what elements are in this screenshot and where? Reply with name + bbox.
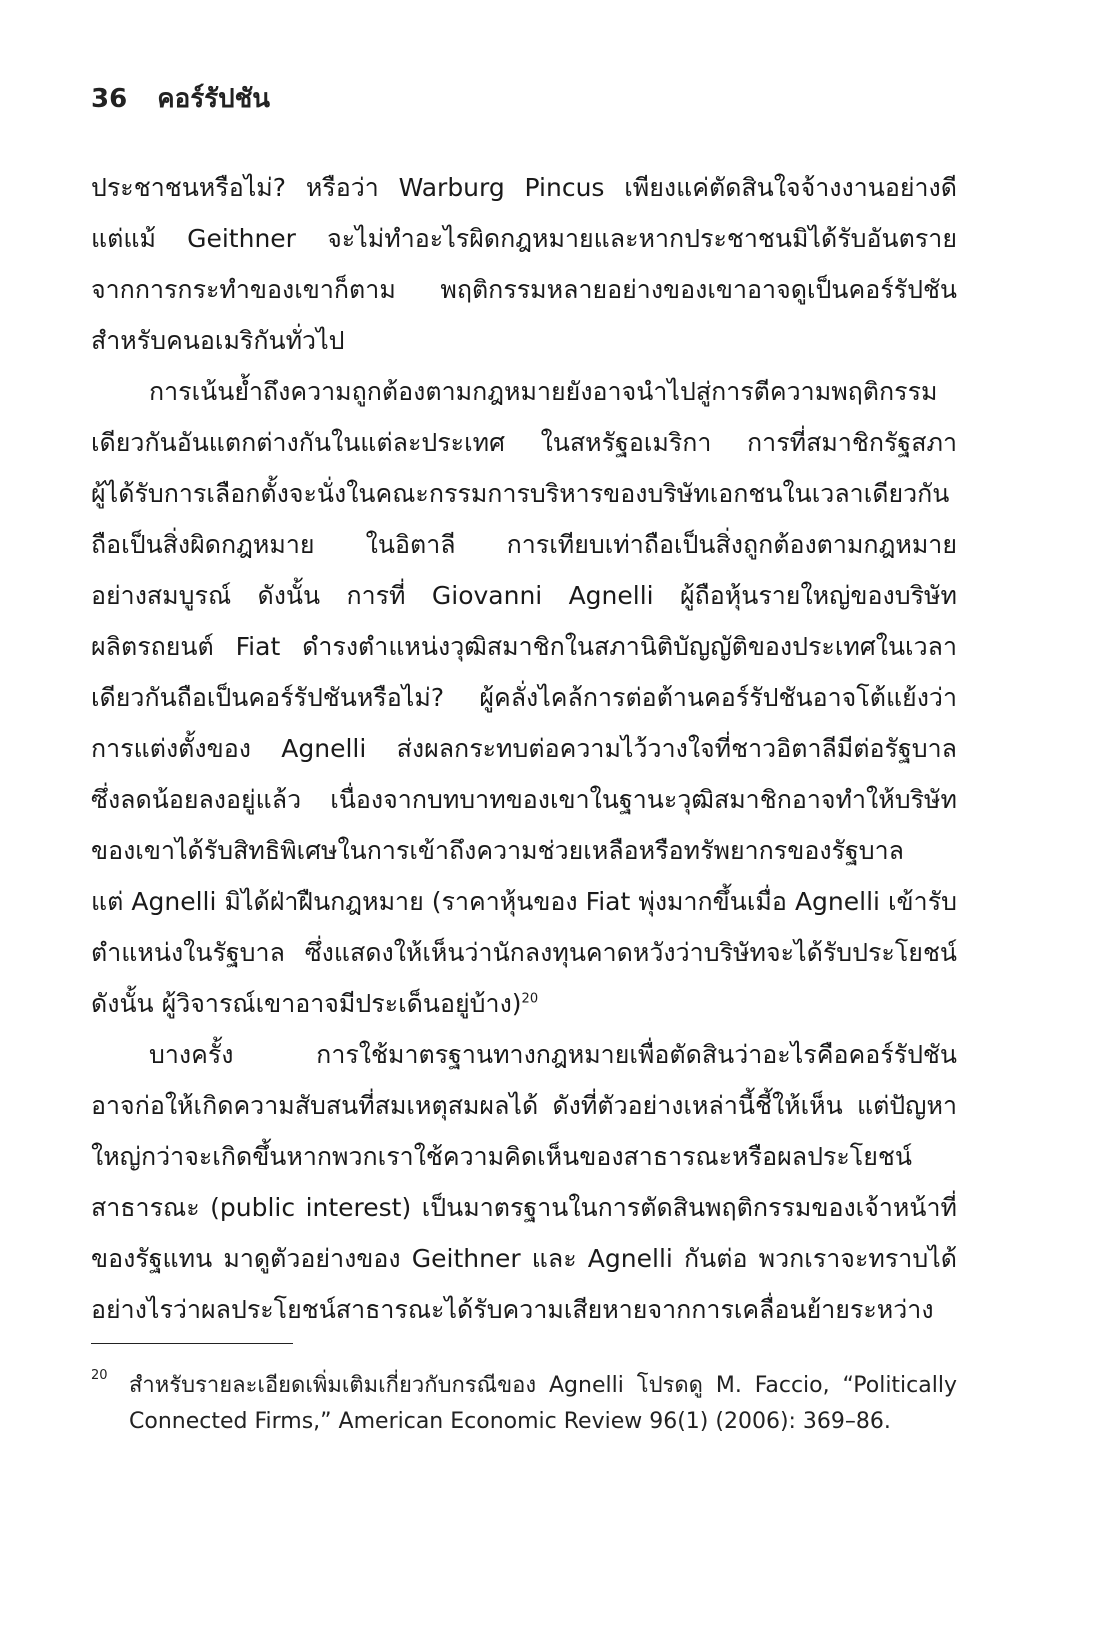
footnote-reference[interactable]: 20 <box>521 991 539 1007</box>
footnote <box>91 1368 957 1440</box>
footnote-divider <box>91 1343 293 1344</box>
text-line: สำหรับคนอเมริกันทั่วไป <box>91 326 345 355</box>
footnote-line: Connected Firms,” American Economic Review 96(1) (2006): 369–86. <box>129 1409 891 1434</box>
running-title: คอร์รัปชัน <box>157 84 271 114</box>
text-line: ประชาชนหรือไม่? หรือว่า Warburg Pincus เพียงแค่ตัดสินใจจ้างงานอย่างดี <box>91 173 957 202</box>
text-line: ผู้ได้รับการเลือกตั้งจะนั่งในคณะกรรมการบริหารของบริษัทเอกชนในเวลาเดียวกัน <box>91 479 950 508</box>
text-line: เดียวกันถือเป็นคอร์รัปชันหรือไม่? ผู้คลั่งไคล้การต่อต้านคอร์รัปชันอาจโต้แย้งว่า <box>91 683 957 712</box>
text-line: ซึ่งลดน้อยลงอยู่แล้ว เนื่องจากบทบาทของเขาในฐานะวุฒิสมาชิกอาจทำให้บริษัท <box>91 785 957 814</box>
text-line: การเน้นย้ำถึงความถูกต้องตามกฎหมายยังอาจนำไปสู่การตีความพฤติกรรม <box>149 377 938 406</box>
text-line: แต่แม้ Geithner จะไม่ทำอะไรผิดกฎหมายและหากประชาชนมิได้รับอันตราย <box>91 224 957 253</box>
text-line: ของรัฐแทน มาดูตัวอย่างของ Geithner และ Agnelli กันต่อ พวกเราจะทราบได้ <box>91 1244 957 1273</box>
footnote-line: สำหรับรายละเอียดเพิ่มเติมเกี่ยวกับกรณีของ Agnelli โปรดดู M. Faccio, “Politically <box>129 1373 957 1398</box>
text-line: ของเขาได้รับสิทธิพิเศษในการเข้าถึงความช่วยเหลือหรือทรัพยากรของรัฐบาล <box>91 836 904 865</box>
last-line: ดังนั้น ผู้วิจารณ์เขาอาจมีประเด็นอยู่บ้าง)$^{20}$ <box>91 989 539 1018</box>
text-line: แต่ Agnelli มิได้ฝ่าฝืนกฎหมาย (ราคาหุ้นของ Fiat พุ่งมากขึ้นเมื่อ Agnelli เข้ารับ <box>91 887 957 916</box>
running-header <box>91 78 270 118</box>
text-line: ตำแหน่งในรัฐบาล ซึ่งแสดงให้เห็นว่านักลงทุนคาดหวังว่าบริษัทจะได้รับประโยชน์ <box>91 938 957 967</box>
page-number: 36 <box>91 84 128 114</box>
footnote-number: 20 <box>91 1368 108 1383</box>
text-line: สาธารณะ (public interest) เป็นมาตรฐานในการตัดสินพฤติกรรมของเจ้าหน้าที่ <box>91 1193 957 1222</box>
text-line: อาจก่อให้เกิดความสับสนที่สมเหตุสมผลได้ ดังที่ตัวอย่างเหล่านี้ชี้ให้เห็น แต่ปัญหา <box>91 1091 957 1120</box>
text-line <box>91 978 957 1029</box>
text-line: อย่างไรว่าผลประโยชน์สาธารณะได้รับความเสียหายจากการเคลื่อนย้ายระหว่าง <box>91 1295 934 1324</box>
text-line: การแต่งตั้งของ Agnelli ส่งผลกระทบต่อความไว้วางใจที่ชาวอิตาลีมีต่อรัฐบาล <box>91 734 957 763</box>
text-line: บางครั้ง การใช้มาตรฐานทางกฎหมายเพื่อตัดสินว่าอะไรคือคอร์รัปชัน <box>149 1040 957 1069</box>
text-line: ผลิตรถยนต์ Fiat ดำรงตำแหน่งวุฒิสมาชิกในสภานิติบัญญัติของประเทศในเวลา <box>91 632 957 661</box>
text-line: อย่างสมบูรณ์ ดังนั้น การที่ Giovanni Agnelli ผู้ถือหุ้นรายใหญ่ของบริษัท <box>91 581 957 610</box>
text-line: เดียวกันอันแตกต่างกันในแต่ละประเทศ ในสหรัฐอเมริกา การที่สมาชิกรัฐสภา <box>91 428 957 457</box>
text-line: จากการกระทำของเขาก็ตาม พฤติกรรมหลายอย่างของเขาอาจดูเป็นคอร์รัปชัน <box>91 275 957 304</box>
body-text <box>91 162 957 1335</box>
text-line: ใหญ่กว่าจะเกิดขึ้นหากพวกเราใช้ความคิดเห็นของสาธารณะหรือผลประโยชน์ <box>91 1142 912 1171</box>
text-line: ถือเป็นสิ่งผิดกฎหมาย ในอิตาลี การเทียบเท่าถือเป็นสิ่งถูกต้องตามกฎหมาย <box>91 530 957 559</box>
